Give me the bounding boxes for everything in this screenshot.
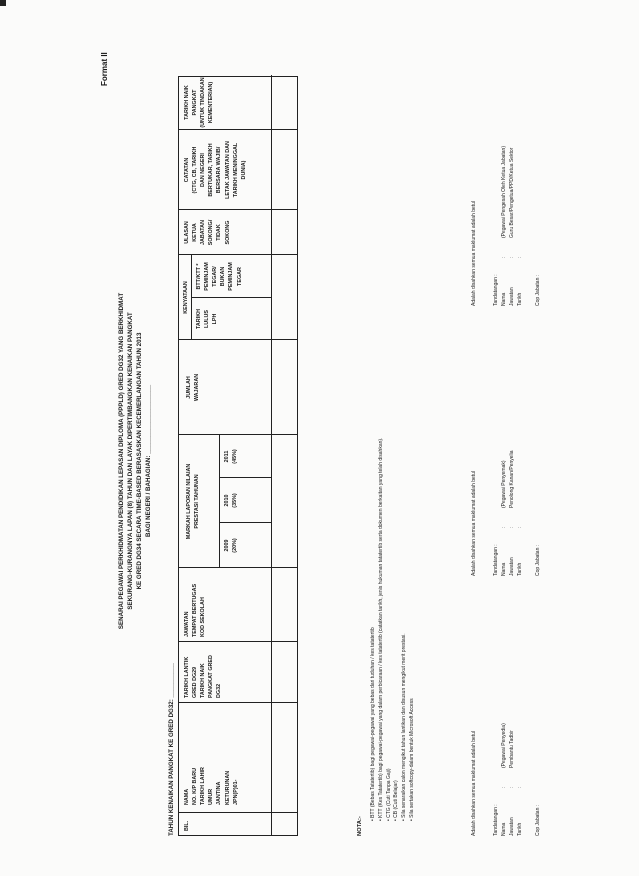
confirm-text: Adalah disahkan semua maklumat adalah betul	[471, 730, 477, 836]
col-jawatan-line-1: JAWATAN	[184, 611, 190, 637]
col-identity-nama: NAMA	[184, 788, 190, 805]
markah-2009-year: 2009	[224, 539, 230, 552]
note-item: • Sila senaraikan calon mengikut tahun lantikan dan disusun mengikut merit prestasi.	[401, 438, 409, 821]
signature-label: Tandatangan :	[493, 544, 499, 576]
col-lantik	[183, 655, 224, 698]
markah-2010-year: 2010	[224, 494, 230, 507]
role-line-1: (Pegawai Penyemak)	[501, 460, 507, 508]
field-jawatan: Jawatan	[509, 557, 515, 576]
catatan-line-8: DUNIA)	[240, 160, 247, 180]
ulasan-line-6: SOKONG	[224, 220, 231, 245]
note-item: • CB (Cuti Belajar)	[393, 438, 401, 821]
notes-list	[370, 438, 417, 821]
tarikh-lulus-line-2: LULUS	[204, 310, 211, 328]
notes-label: NOTA:-	[357, 816, 363, 836]
note-item: • CTG (Cuti Tanpa Gaji)	[386, 438, 394, 821]
field-nama: Nama	[501, 562, 507, 576]
role-line-1: (Pegawai Pengesah Oleh Ketua Jabatan)	[501, 145, 507, 238]
catatan-line-2: (CTG, CB, TARIKH	[192, 146, 199, 194]
role-line-2: Guru Besar/Pengetua/PPD/Ketua Sektor	[509, 147, 515, 238]
col-jumlah	[185, 340, 201, 435]
field-nama: Nama	[501, 822, 507, 836]
tarikh-lulus-line-1: TARIKH	[196, 309, 202, 329]
tarikh-naik-line-2: PANGKAT	[192, 89, 199, 116]
signature-block-penyemak: Adalah disahkan semua maklumat adalah betul Tandatangan : Nama : (Pegawai Penyemak) Jawatan : Penolong Kanan/Penyelia Tarikh : Cop Jabatan :	[470, 366, 542, 576]
markah-2011-weight: (45%)	[232, 449, 239, 464]
catatan-line-5: BERSARA WAJIB/	[216, 146, 223, 194]
col-tarikh-lulus	[195, 298, 219, 340]
col-identity-jantina: JANTINA	[216, 781, 223, 805]
role-line-2: Penolong Kanan/Penyelia	[509, 450, 515, 508]
btt-line-5: PEMINJAM	[228, 262, 235, 291]
signature-block-penyedia: Adalah disahkan semua maklumat adalah betul Tandatangan : Nama : (Pegawai Penyedia) Jawatan : Pembantu Tadbir Tarikh : Cop Jabatan :	[470, 626, 542, 836]
cop-jabatan: Cop Jabatan :	[535, 804, 541, 836]
cop-jabatan: Cop Jabatan :	[535, 544, 541, 576]
col-identity-lahir: TARIKH LAHIR	[200, 767, 207, 805]
format-label: Format II	[100, 52, 109, 86]
ulasan-line-4: SOKONG/	[208, 219, 215, 246]
btt-line-1: BTT/KTT *	[196, 263, 202, 290]
col-bil: BIL.	[184, 820, 190, 831]
btt-line-3: TEGAR/	[212, 266, 219, 287]
col-identity-umur: UMUR	[208, 788, 215, 805]
col-catatan	[183, 130, 248, 210]
col-markah-2009	[223, 523, 239, 568]
col-lantik-line-3: TARIKH NAIK	[200, 663, 207, 698]
tarikh-naik-line-4: KEMENTERIAN)	[208, 81, 215, 124]
tarikh-lulus-line-3: LPH	[212, 313, 219, 325]
field-tarikh: Tarikh	[517, 822, 523, 836]
catatan-line-3: DAN NEGERI	[200, 153, 207, 187]
role-line-2: Pembantu Tadbir	[509, 730, 515, 768]
catatan-line-4: BERTUKAR, TARIKH	[208, 143, 215, 197]
catatan-line-7: TARIKH MENINGGAL	[232, 142, 239, 198]
col-kenyataan-header: KENYATAAN	[183, 281, 189, 314]
confirm-text: Adalah disahkan semua maklumat adalah betul	[471, 470, 477, 576]
markah-2009-weight: (20%)	[232, 538, 239, 553]
ulasan-line-1: ULASAN	[184, 221, 190, 244]
signature-label: Tandatangan :	[493, 804, 499, 836]
title-line-3: KE GRED DG34 SECARA TIME-BASED BERASASKAN KECEMERLANGAN TAHUN 2013	[136, 332, 143, 590]
tarikh-kenaikan-label: TAHUN KENAIKAN PANGKAT KE GRED DG32: __________	[168, 663, 175, 836]
col-btt	[195, 255, 244, 298]
field-tarikh: Tarikh	[517, 562, 523, 576]
tarikh-naik-line-1: TARIKH NAIK	[184, 85, 190, 120]
col-jawatan-line-3: KOD SEKOLAH	[200, 597, 207, 637]
ulasan-line-5: TIDAK	[216, 224, 223, 241]
ulasan-line-3: JABATAN	[200, 220, 207, 245]
title-line-1: SENARAI PEGAWAI PERKHIDMATAN PENDIDIKAN LEPASAN DIPLOMA (PPPLD) GRED DG32 YANG BERKHIDMAT	[118, 292, 125, 630]
col-markah-line-1: MARKAH LAPORAN NILAIAN	[186, 463, 192, 540]
col-markah-2010	[223, 478, 239, 523]
note-item: • KTT (Kes Tatatertib) bagi pegawai-pegawai yang dalam perbicaraan / kes tatatertib (catatkan tarikh, jenis hukuman tatatertib serta dokumen berkaitan yang telah disahkan).	[378, 438, 386, 821]
title-line-4: BAGI NEGERI / BAHAGIAN: ____________________	[145, 384, 152, 538]
col-lantik-line-1: TARIKH LANTIK	[184, 656, 190, 698]
field-jawatan: Jawatan	[509, 287, 515, 306]
signature-block-pengesah: Adalah disahkan semua maklumat adalah betul Tandatangan : Nama : (Pegawai Pengesah Oleh Ketua Jabatan) Jawatan : Guru Besar/Pengetua/PPD/Ketua Sektor Tarikh : Cop Jabatan :	[470, 56, 542, 306]
col-ulasan	[183, 210, 232, 255]
col-tarikh-naik	[183, 75, 215, 130]
note-item: • Sila sertakan softcopy-dalam bentuk Microsoft Access	[409, 438, 417, 821]
btt-line-4: BUKAN	[220, 266, 227, 287]
signature-label: Tandatangan :	[493, 274, 499, 306]
col-jawatan-line-2: TEMPAT BERTUGAS	[192, 583, 199, 637]
col-identity-kp: NO. K/P BARU	[192, 767, 199, 805]
col-lantik-line-5: DG32	[216, 683, 223, 698]
markah-2010-weight: (35%)	[232, 493, 239, 508]
btt-line-2: PEMINJAM	[204, 262, 211, 291]
cop-jabatan: Cop Jabatan :	[535, 274, 541, 306]
col-markah-line-2: PRESTASI TAHUNAN	[194, 474, 201, 529]
ulasan-line-2: KETUA	[192, 223, 199, 242]
markah-2011-year: 2011	[224, 450, 230, 463]
col-identity	[183, 767, 240, 805]
col-identity-jpn: JPN(P)01-	[232, 779, 239, 805]
btt-line-6: TEGAR	[236, 267, 243, 286]
tarikh-naik-line-3: (UNTUK TINDAKAN	[200, 77, 207, 128]
col-jawatan	[183, 584, 207, 637]
role-line-1: (Pegawai Penyedia)	[501, 723, 507, 768]
confirm-text: Adalah disahkan semua maklumat adalah betul	[471, 200, 477, 306]
field-tarikh: Tarikh	[517, 292, 523, 306]
col-jumlah-line-2: WAJARAN	[194, 373, 201, 402]
note-item: • BTT (Bebas Tatatertib) bagi pegawai-pegawai yang bebas dari tuduhan / kes tatatertib	[370, 438, 378, 821]
col-lantik-line-2: GRED DG29	[192, 666, 199, 698]
field-jawatan: Jawatan	[509, 817, 515, 836]
col-markah-header	[185, 435, 201, 568]
field-nama: Nama	[501, 292, 507, 306]
catatan-line-1: CATATAN	[184, 157, 190, 183]
col-jumlah-line-1: JUMLAH	[186, 376, 192, 399]
col-lantik-line-4: PANGKAT GRED	[208, 655, 215, 698]
catatan-line-6: LETAK JAWATAN DAN	[224, 141, 231, 199]
col-markah-2011	[223, 435, 239, 478]
candidate-table	[178, 76, 298, 836]
title-line-2: SEKURANG-KURANGNYA LAPAN (8) TAHUN DAN LAYAK DIPERTIMBANGKAN KENAIKAN PANGKAT	[127, 312, 134, 610]
col-identity-keturunan: KETURUNAN	[224, 770, 231, 805]
